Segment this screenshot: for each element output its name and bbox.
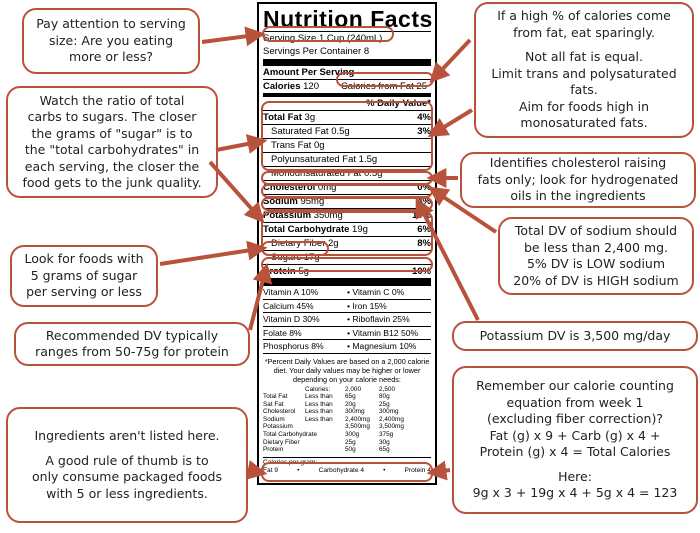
note-line: Fat (g) x 9 + Carb (g) x 4 + (489, 427, 661, 443)
note-line: 5 grams of sugar (30, 267, 138, 283)
nutrient-row: Sugars 17g (263, 250, 431, 264)
vitamin-row: Folate 8% • Vitamin B12 50% (263, 326, 431, 340)
footnote-cell (305, 439, 345, 447)
footnote-cell: 65g (379, 446, 390, 454)
note-line: 9g x 3 + 19g x 4 + 5g x 4 = 123 (472, 485, 678, 501)
note-line: carbs to sugars. The closer (27, 109, 197, 124)
nutrient-row: Saturated Fat 0.5g 3% (263, 124, 431, 138)
footnote-cell: 65g (345, 393, 356, 401)
footnote-cell: Cholesterol (263, 408, 296, 416)
note-line: Not all fat is equal. (525, 49, 643, 65)
footnote-cell: 3,500mg (345, 423, 370, 431)
footnote-cell: 2,500 (379, 385, 395, 393)
footnote-cell: 2,000 (345, 385, 361, 393)
note-sodium-dv (498, 217, 694, 295)
arrow-serving (202, 35, 256, 42)
footnote-cell: Calories: (305, 385, 331, 393)
footnote-cell: 3,500mg (379, 423, 404, 431)
note-fat-calories (474, 2, 694, 138)
vitamin-row: Vitamin D 30% • Riboflavin 25% (263, 312, 431, 326)
footnote-cell: 30g (379, 438, 390, 446)
calories-per-gram-row: Fat 9 • Carbohydrate 4 • Protein 4 (263, 466, 431, 474)
footnote: *Percent Daily Values are based on a 2,000 calorie diet. Your daily values may be higher or lower depending on your calorie needs: (264, 356, 430, 384)
nutrition-facts-label (257, 2, 437, 485)
footnote-cell (305, 446, 345, 454)
note-line: oils in the ingredients (510, 188, 646, 204)
note-line: each serving, the closer the (24, 158, 200, 174)
note-line: the "total carbohydrates" in (24, 142, 200, 157)
note-line: size: Are you eating (48, 32, 174, 48)
note-line: Protein (g) x 4 = Total Calories (479, 444, 671, 460)
note-line: 5% DV is LOW sodium (526, 256, 666, 271)
label-title: Nutrition Facts (263, 6, 433, 32)
arrow-ratio-fat (216, 142, 258, 150)
footnote-cell: 2,400mg (345, 415, 370, 423)
note-line: with 5 or less ingredients. (46, 485, 208, 501)
note-line: fats. (570, 82, 598, 98)
footnote-cell: Total Carbohydrate (263, 431, 317, 439)
footnote-cell: 25g (379, 400, 390, 408)
footnote-cell: 50g (345, 446, 356, 454)
vitamin-row: Phosphorus 8% • Magnesium 10% (263, 339, 431, 353)
note-cholesterol (460, 152, 696, 208)
footnote-cell: 2,400mg (379, 415, 404, 423)
nutrient-row: Monounsaturated Fat 0.5g (263, 166, 431, 180)
footnote-cell: Less than (305, 415, 333, 423)
note-line: monosaturated fats. (520, 115, 648, 131)
arrow-calorie (436, 470, 450, 472)
nutrient-row: Cholesterol 0mg 0% (263, 182, 431, 193)
note-line: A good rule of thumb is to (45, 452, 209, 468)
note-line: fats only; look for hydrogenated (477, 171, 679, 187)
note-line: 20% of DV is HIGH sodium (513, 272, 679, 288)
footnote-cell (305, 423, 345, 431)
note-line: Remember our calorie counting (476, 378, 674, 394)
note-line: per serving or less (26, 284, 142, 300)
footnote-cell (263, 386, 305, 394)
calories-per-gram-label: Calories per gram: (263, 457, 431, 467)
note-line: be less than 2,400 mg. (524, 239, 668, 255)
footnote-cell: 20g (345, 400, 356, 408)
note-line: Aim for foods high in (518, 98, 650, 114)
arrow-fat-calories (436, 40, 470, 76)
note-line: Watch the ratio of total (39, 92, 185, 108)
calories-from-fat: Calories from Fat 25 (340, 81, 427, 92)
footnote-cell: Sodium (263, 415, 285, 423)
nutrient-row: Dietary Fiber 2g 8% (263, 236, 431, 250)
note-line: from fat, eat sparingly. (513, 24, 655, 40)
footnote-cell: 300mg (345, 408, 365, 416)
nutrient-row: Protein 5g 10% (263, 266, 431, 277)
note-ingredients (6, 407, 248, 523)
note-serving-size (22, 8, 200, 74)
footnote-cell: Potassium (263, 423, 293, 431)
note-line: Here: (558, 468, 592, 484)
footnote-cell: Total Fat (263, 393, 288, 401)
footnote-cell: 25g (345, 438, 356, 446)
nutrient-row: Total Fat 3g 4% (263, 112, 431, 123)
note-line: Limit trans and polysaturated (491, 65, 677, 81)
note-potassium-dv (452, 321, 698, 351)
note-line: Potassium DV is 3,500 mg/day (479, 327, 671, 343)
note-line: Pay attention to serving (36, 16, 186, 32)
arrow-fat-group (436, 110, 472, 132)
note-line: If a high % of calories come (497, 8, 671, 24)
vitamin-row: Vitamin A 10% • Vitamin C 0% (263, 285, 431, 299)
daily-value-header: % Daily Value* (366, 98, 431, 109)
nutrient-row: Polyunsaturated Fat 1.5g (263, 152, 431, 166)
serving-size: Serving Size 1 Cup (240mL) (263, 33, 383, 44)
note-protein-dv (14, 322, 250, 366)
note-line: Ingredients aren't listed here. (34, 428, 220, 443)
note-line: Total DV of sodium should (514, 223, 678, 238)
note-line: the grams of "sugar" is to (31, 125, 193, 141)
note-line: Look for foods with (24, 251, 144, 267)
vitamin-row: Calcium 45% • Iron 15% (263, 299, 431, 313)
note-line: only consume packaged foods (32, 469, 222, 484)
footnote-cell: 80g (379, 393, 390, 401)
footnote-cell: Dietary Fiber (263, 438, 300, 446)
arrow-sugar (160, 249, 258, 264)
footnote-cell: Sat Fat (263, 400, 284, 408)
footnote-cell: Less than (305, 408, 333, 416)
footnote-cell: Less than (305, 393, 333, 401)
note-sugar-limit (10, 245, 158, 307)
note-line: Recommended DV typically (45, 327, 219, 343)
footnote-cell: Protein (263, 446, 284, 454)
note-line: (excluding fiber correction)? (487, 411, 663, 427)
footnote-cell: 300mg (379, 408, 399, 416)
servings-per-container: Servings Per Container 8 (263, 46, 370, 57)
amount-per-serving: Amount Per Serving (263, 67, 355, 78)
note-line: Identifies cholesterol raising (489, 155, 667, 171)
nutrient-row: Total Carbohydrate 19g 6% (263, 224, 431, 235)
note-line: ranges from 50-75g for protein (35, 344, 229, 359)
footnote-cell: 375g (379, 431, 394, 439)
nutrient-row: Trans Fat 0g (263, 138, 431, 152)
calories-row: Calories 120 Calories from Fat 25 (263, 79, 431, 93)
footnote-cell: Less than (305, 400, 333, 408)
nutrient-row: Sodium 95mg 4% (263, 196, 431, 207)
note-line: food gets to the junk quality. (22, 175, 202, 190)
footnote-cell: 300g (345, 431, 360, 439)
note-line: more or less? (69, 49, 153, 65)
note-carb-sugar-ratio (6, 86, 218, 198)
note-calorie-equation (452, 366, 698, 514)
footnote-cell (305, 431, 345, 439)
nutrient-row: Potassium 350mg 10% (263, 210, 431, 221)
note-line: equation from week 1 (506, 394, 644, 410)
